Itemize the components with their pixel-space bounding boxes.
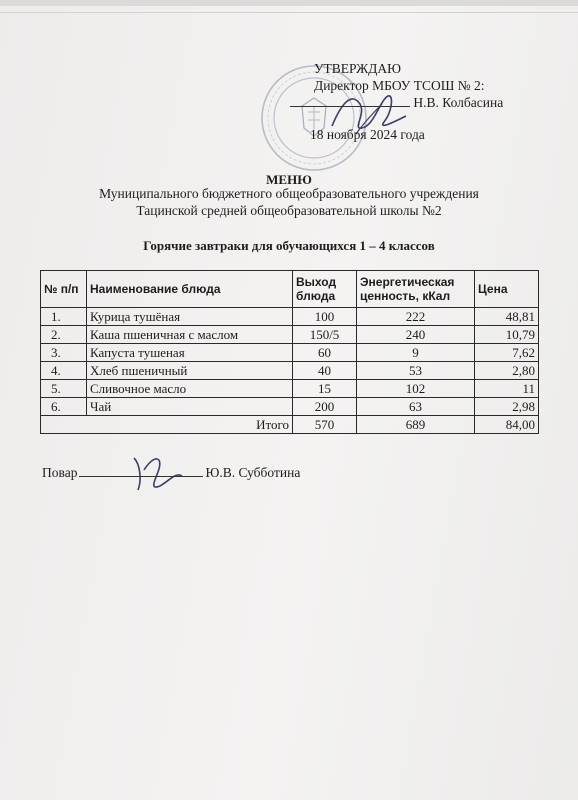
dish-output: 15 — [293, 380, 357, 398]
dish-name: Чай — [87, 398, 293, 416]
dish-energy: 63 — [357, 398, 475, 416]
dish-energy: 240 — [357, 326, 475, 344]
header-number: № п/п — [41, 271, 87, 308]
approval-signature-line — [290, 94, 520, 111]
approval-position: Директор МБОУ ТСОШ № 2: — [314, 78, 485, 93]
dish-energy: 102 — [357, 380, 475, 398]
menu-heading: МЕНЮ — [266, 172, 312, 187]
dish-price: 2,80 — [475, 362, 539, 380]
dish-name: Капуста тушеная — [87, 344, 293, 362]
table-row — [41, 380, 539, 398]
fold-line — [0, 12, 578, 13]
org-line-1: Муниципального бюджетного общеобразовательного учреждения — [99, 186, 479, 201]
header-dish: Наименование блюда — [87, 271, 293, 308]
table-row — [41, 308, 539, 326]
total-output: 570 — [293, 416, 357, 434]
cook-signature-underline — [79, 464, 203, 477]
approval-title: УТВЕРЖДАЮ — [314, 61, 402, 76]
cook-line — [42, 464, 300, 481]
table-total-row — [41, 416, 539, 434]
director-name: Н.В. Колбасина — [413, 95, 504, 110]
page-top-edge — [0, 0, 578, 6]
header-price: Цена — [475, 271, 539, 308]
table-row — [41, 344, 539, 362]
header-output: Выход блюда — [293, 271, 357, 308]
table-row — [41, 326, 539, 344]
dish-energy: 9 — [357, 344, 475, 362]
total-price: 84,00 — [475, 416, 539, 434]
dish-output: 40 — [293, 362, 357, 380]
org-line-2: Тацинской средней общеобразовательной школы №2 — [136, 203, 442, 218]
dish-price: 48,81 — [475, 308, 539, 326]
dish-output: 200 — [293, 398, 357, 416]
header-energy: Энергетическая ценность, кКал — [357, 271, 475, 308]
row-number: 1. — [41, 308, 87, 326]
menu-subtitle: Горячие завтраки для обучающихся 1 – 4 классов — [143, 238, 435, 253]
row-number: 6. — [41, 398, 87, 416]
dish-price: 10,79 — [475, 326, 539, 344]
dish-price: 7,62 — [475, 344, 539, 362]
table-row — [41, 398, 539, 416]
row-number: 2. — [41, 326, 87, 344]
dish-energy: 53 — [357, 362, 475, 380]
dish-output: 150/5 — [293, 326, 357, 344]
row-number: 4. — [41, 362, 87, 380]
table-header-row — [41, 271, 539, 308]
dish-name: Сливочное масло — [87, 380, 293, 398]
dish-price: 11 — [475, 380, 539, 398]
total-energy: 689 — [357, 416, 475, 434]
menu-table — [40, 270, 539, 434]
approval-date: 18 ноября 2024 года — [310, 127, 425, 142]
total-label: Итого — [41, 416, 293, 434]
signature-underline — [290, 94, 410, 107]
table-row — [41, 362, 539, 380]
dish-output: 60 — [293, 344, 357, 362]
dish-energy: 222 — [357, 308, 475, 326]
row-number: 3. — [41, 344, 87, 362]
dish-name: Курица тушёная — [87, 308, 293, 326]
row-number: 5. — [41, 380, 87, 398]
dish-name: Каша пшеничная с маслом — [87, 326, 293, 344]
cook-label: Повар — [42, 465, 78, 480]
dish-price: 2,98 — [475, 398, 539, 416]
dish-output: 100 — [293, 308, 357, 326]
cook-name: Ю.В. Субботина — [205, 465, 301, 480]
dish-name: Хлеб пшеничный — [87, 362, 293, 380]
